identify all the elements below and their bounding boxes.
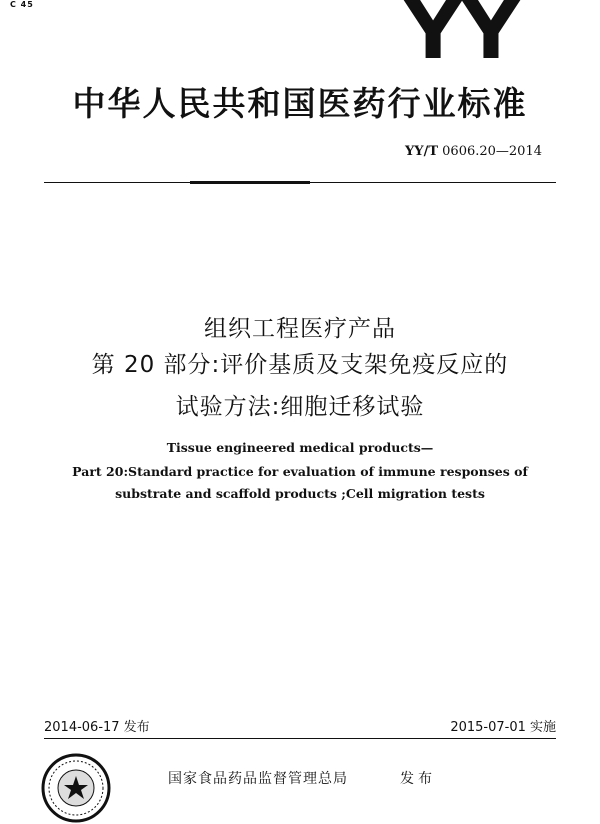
official-seal-icon [40,752,112,824]
title-en-line3: substrate and scaffold products ;Cell migration tests [115,486,485,501]
title-en-line2: Part 20:Standard practice for evaluation of immune responses of [72,464,528,479]
ccs-code: C 45 [10,0,34,9]
issue-date: 2014-06-17 发布 [44,720,150,735]
standard-code-prefix: YY/T [405,144,439,159]
title-cn-line1: 组织工程医疗产品 [204,316,396,342]
title-cn-line2: 第 20 部分:评价基质及支架免疫反应的 [91,352,509,378]
title-en-line1: Tissue engineered medical products— [166,440,434,455]
title-cn-line3: 试验方法:细胞迁移试验 [175,394,425,420]
header-divider-accent [190,181,310,184]
issuing-authority: 国家食品药品监督管理总局 [168,771,348,787]
logo-text: YY [404,0,520,64]
footer-divider [44,738,556,739]
implementation-date: 2015-07-01 实施 [450,720,556,735]
standard-code-number: 0606.20—2014 [442,144,542,159]
standard-code [405,144,542,159]
standard-name: 中华人民共和国医药行业标准 [72,84,528,123]
yy-logo-icon [398,0,526,64]
issue-label: 发布 [400,771,436,787]
